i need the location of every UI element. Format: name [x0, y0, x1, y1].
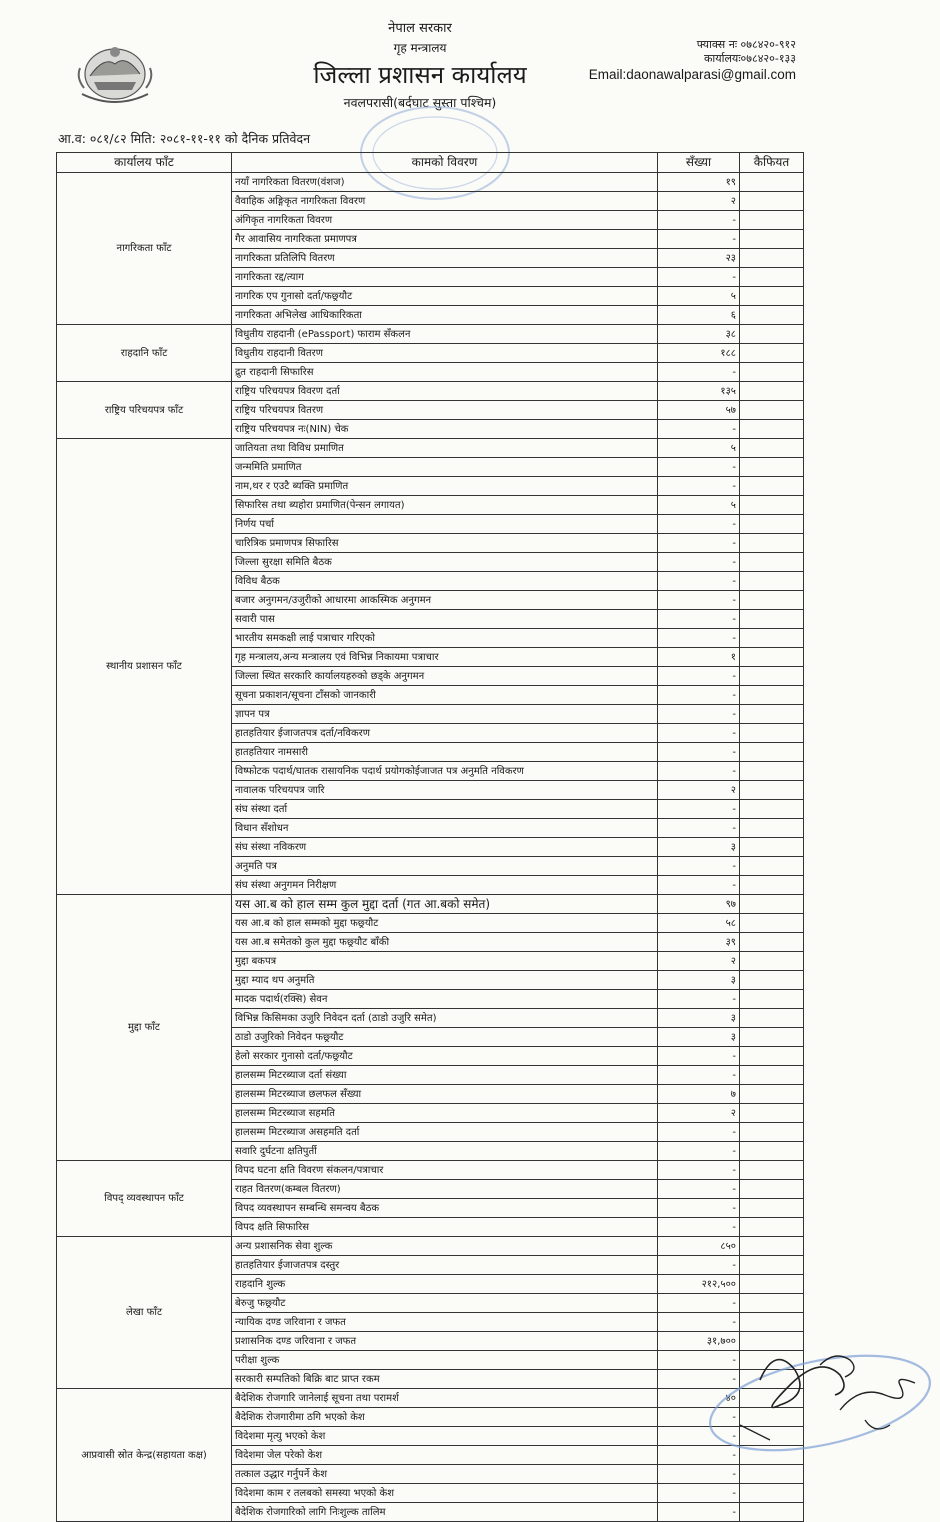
row-remarks	[740, 1218, 804, 1237]
row-description: ज्ञापन पत्र	[232, 705, 658, 724]
row-count: -	[658, 1066, 740, 1085]
section-name: आप्रवासी स्रोत केन्द्र(सहायता कक्ष)	[57, 1389, 232, 1522]
row-count: -	[658, 1313, 740, 1332]
row-remarks	[740, 572, 804, 591]
row-count: ८५०	[658, 1237, 740, 1256]
row-description: हेलो सरकार गुनासो दर्ता/फछ्र्यौट	[232, 1047, 658, 1066]
row-remarks	[740, 439, 804, 458]
row-remarks	[740, 1180, 804, 1199]
row-description: अनुमति पत्र	[232, 857, 658, 876]
row-count: ५	[658, 287, 740, 306]
row-count: -	[658, 515, 740, 534]
row-description: यस आ.ब को हाल सम्म कुल मुद्दा दर्ता (गत आ.बको समेत)	[232, 895, 658, 914]
row-count: -	[658, 230, 740, 249]
row-remarks	[740, 534, 804, 553]
row-remarks	[740, 211, 804, 230]
row-remarks	[740, 363, 804, 382]
row-count: -	[658, 1294, 740, 1313]
row-count: ५	[658, 439, 740, 458]
row-count: -	[658, 876, 740, 895]
row-count: -	[658, 743, 740, 762]
row-description: बैदेशिक रोजगारीमा ठगि भएको केश	[232, 1408, 658, 1427]
row-remarks	[740, 933, 804, 952]
column-header-description: कामको विवरण	[232, 153, 658, 173]
contact-block	[570, 38, 796, 82]
row-count: -	[658, 211, 740, 230]
row-count: -	[658, 629, 740, 648]
row-count: १८८	[658, 344, 740, 363]
row-count: ६	[658, 306, 740, 325]
row-description: निर्णय पर्चा	[232, 515, 658, 534]
report-title: आ.व: ०८१/८२ मिति: २०८१-११-११ को दैनिक प्रतिवेदन	[58, 131, 311, 146]
row-count: -	[658, 553, 740, 572]
row-description: वैवाहिक अङ्गिकृत नागरिकता विवरण	[232, 192, 658, 211]
row-description: नागरिक एप गुनासो दर्ता/फछ्र्यौट	[232, 287, 658, 306]
table-body	[57, 173, 804, 1522]
row-count: ३	[658, 1028, 740, 1047]
row-description: चारित्रिक प्रमाणपत्र सिफारिस	[232, 534, 658, 553]
row-count: -	[658, 1446, 740, 1465]
row-count: -	[658, 1484, 740, 1503]
row-remarks	[740, 553, 804, 572]
row-count: -	[658, 1370, 740, 1389]
row-remarks	[740, 401, 804, 420]
table-row	[57, 1237, 804, 1256]
table-row	[57, 439, 804, 458]
row-remarks	[740, 344, 804, 363]
row-remarks	[740, 591, 804, 610]
row-count: ७	[658, 1085, 740, 1104]
column-header-remarks: कैफियत	[740, 153, 804, 173]
section-name: स्थानीय प्रशासन फाँट	[57, 439, 232, 895]
signature-stamp-icon	[700, 1325, 940, 1465]
row-count: -	[658, 610, 740, 629]
row-remarks	[740, 952, 804, 971]
row-count: ३	[658, 1009, 740, 1028]
row-description: बेरुजु फछ्र्यौट	[232, 1294, 658, 1313]
row-description: विधुतीय राहदानी (ePassport) फाराम सँकलन	[232, 325, 658, 344]
row-remarks	[740, 173, 804, 192]
row-remarks	[740, 1465, 804, 1484]
row-count: १	[658, 648, 740, 667]
row-remarks	[740, 667, 804, 686]
row-count: २	[658, 952, 740, 971]
row-count: -	[658, 1408, 740, 1427]
row-remarks	[740, 1047, 804, 1066]
row-count: ३९	[658, 933, 740, 952]
row-remarks	[740, 515, 804, 534]
row-remarks	[740, 1066, 804, 1085]
row-description: ठाडो उजुरिको निवेदन फछ्र्यौट	[232, 1028, 658, 1047]
row-count: -	[658, 857, 740, 876]
row-description: प्रशासनिक दण्ड जरिवाना र जफत	[232, 1332, 658, 1351]
row-count: -	[658, 1256, 740, 1275]
row-description: सवारी पास	[232, 610, 658, 629]
row-count: -	[658, 572, 740, 591]
row-count: २३	[658, 249, 740, 268]
row-count: -	[658, 534, 740, 553]
row-count: ५७	[658, 401, 740, 420]
row-description: हालसम्म मिटरब्याज सहमति	[232, 1104, 658, 1123]
row-description: अन्य प्रशासनिक सेवा शुल्क	[232, 1237, 658, 1256]
row-count: -	[658, 458, 740, 477]
row-description: विदेशमा मृत्यु भएको केश	[232, 1427, 658, 1446]
row-description: राहदानि शुल्क	[232, 1275, 658, 1294]
row-remarks	[740, 876, 804, 895]
row-count: ३८	[658, 325, 740, 344]
fax-number: फ्याक्स नः ०७८४२०-९१२	[696, 38, 796, 51]
row-count: -	[658, 724, 740, 743]
row-count: ४०	[658, 1389, 740, 1408]
row-count: -	[658, 1218, 740, 1237]
row-count: -	[658, 1142, 740, 1161]
row-remarks	[740, 686, 804, 705]
row-description: राहत वितरण(कम्बल वितरण)	[232, 1180, 658, 1199]
row-description: राष्ट्रिय परिचयपत्र वितरण	[232, 401, 658, 420]
row-description: सवारि दुर्घटना क्षतिपुर्ती	[232, 1142, 658, 1161]
row-description: बजार अनुगमन/उजुरीको आधारमा आकस्मिक अनुगमन	[232, 591, 658, 610]
office-location: नवलपरासी(बर्दघाट सुस्ता पश्चिम)	[343, 95, 497, 110]
row-description: मुद्दा बकपत्र	[232, 952, 658, 971]
row-remarks	[740, 287, 804, 306]
row-remarks	[740, 838, 804, 857]
row-description: संघ संस्था अनुगमन निरीक्षण	[232, 876, 658, 895]
row-description: परीक्षा शुल्क	[232, 1351, 658, 1370]
row-count: १३५	[658, 382, 740, 401]
row-count: २	[658, 1104, 740, 1123]
row-count: -	[658, 1427, 740, 1446]
row-count: -	[658, 591, 740, 610]
table-row	[57, 382, 804, 401]
row-remarks	[740, 705, 804, 724]
row-remarks	[740, 249, 804, 268]
row-description: विभिन्न किसिमका उजुरि निवेदन दर्ता (ठाडो उजुरि समेत)	[232, 1009, 658, 1028]
row-remarks	[740, 1275, 804, 1294]
row-count: ९७	[658, 895, 740, 914]
row-description: यस आ.ब को हाल सम्मको मुद्दा फछ्र्यौट	[232, 914, 658, 933]
row-description: विविध बैठक	[232, 572, 658, 591]
row-remarks	[740, 1161, 804, 1180]
row-count: -	[658, 1503, 740, 1522]
row-count: -	[658, 667, 740, 686]
row-description: बैदेशिक रोजगारि जानेलाई सूचना तथा परामर्श	[232, 1389, 658, 1408]
row-description: द्रुत राहदानी सिफारिस	[232, 363, 658, 382]
row-description: हातहतियार नामसारी	[232, 743, 658, 762]
row-description: विपद व्यवस्थापन सम्बन्धि समन्वय बैठक	[232, 1199, 658, 1218]
row-count: -	[658, 686, 740, 705]
row-description: विष्फोटक पदार्थ/घातक रासायनिक पदार्थ प्रयोगकोईजाजत पत्र अनुमति नविकरण	[232, 762, 658, 781]
row-remarks	[740, 1256, 804, 1275]
row-description: यस आ.ब समेतको कुल मुद्दा फछ्र्यौट बाँकी	[232, 933, 658, 952]
ministry-name: गृह मन्त्रालय	[393, 41, 447, 55]
row-remarks	[740, 990, 804, 1009]
table-row	[57, 325, 804, 344]
row-count: -	[658, 800, 740, 819]
row-remarks	[740, 192, 804, 211]
row-count: १९	[658, 173, 740, 192]
table-row	[57, 1161, 804, 1180]
row-count: -	[658, 1161, 740, 1180]
row-remarks	[740, 914, 804, 933]
row-description: विपद क्षति सिफारिस	[232, 1218, 658, 1237]
row-description: न्यायिक दण्ड जरिवाना र जफत	[232, 1313, 658, 1332]
government-name: नेपाल सरकार	[388, 21, 452, 36]
row-count: -	[658, 819, 740, 838]
row-description: बैदेशिक रोजगारिको लागि निःशुल्क तालिम	[232, 1503, 658, 1522]
row-count: ५	[658, 496, 740, 515]
section-name: नागरिकता फाँट	[57, 173, 232, 325]
row-count: -	[658, 705, 740, 724]
row-count: ३	[658, 838, 740, 857]
row-description: हालसम्म मिटरब्याज असहमति दर्ता	[232, 1123, 658, 1142]
row-description: सूचना प्रकाशन/सूचना टाँसको जानकारी	[232, 686, 658, 705]
row-remarks	[740, 648, 804, 667]
row-remarks	[740, 268, 804, 287]
row-remarks	[740, 895, 804, 914]
row-remarks	[740, 1294, 804, 1313]
row-remarks	[740, 610, 804, 629]
row-description: जिल्ला सुरक्षा समिति बैठक	[232, 553, 658, 572]
row-description: राष्ट्रिय परिचयपत्र विवरण दर्ता	[232, 382, 658, 401]
row-count: -	[658, 1465, 740, 1484]
row-description: नागरिकता अभिलेख आधिकारिकता	[232, 306, 658, 325]
section-name: लेखा फाँट	[57, 1237, 232, 1389]
section-name: विपद् व्यवस्थापन फाँट	[57, 1161, 232, 1237]
row-remarks	[740, 458, 804, 477]
row-description: सिफारिस तथा ब्यहोरा प्रमाणित(पेन्सन लगायत)	[232, 496, 658, 515]
row-count: -	[658, 990, 740, 1009]
section-name: मुद्दा फाँट	[57, 895, 232, 1161]
office-name: जिल्ला प्रशासन कार्यालय	[313, 61, 527, 89]
row-description: विपद घटना क्षति विवरण संकलन/पत्राचार	[232, 1161, 658, 1180]
row-count: -	[658, 1351, 740, 1370]
row-description: हालसम्म मिटरब्याज छलफल सँख्या	[232, 1085, 658, 1104]
row-description: नाम,थर र एउटै ब्यक्ति प्रमाणित	[232, 477, 658, 496]
table-header-row	[57, 153, 804, 173]
section-name: राष्ट्रिय परिचयपत्र फाँट	[57, 382, 232, 439]
row-count: २	[658, 192, 740, 211]
row-remarks	[740, 1237, 804, 1256]
row-description: संघ संस्था नविकरण	[232, 838, 658, 857]
row-remarks	[740, 1104, 804, 1123]
row-remarks	[740, 800, 804, 819]
row-remarks	[740, 496, 804, 515]
row-remarks	[740, 230, 804, 249]
row-count: -	[658, 1199, 740, 1218]
row-description: जन्ममिति प्रमाणित	[232, 458, 658, 477]
row-count: २	[658, 781, 740, 800]
row-remarks	[740, 1503, 804, 1522]
row-description: मादक पदार्थ(रक्सि) सेवन	[232, 990, 658, 1009]
daily-report-table	[56, 152, 804, 1522]
row-remarks	[740, 629, 804, 648]
row-count: ५८	[658, 914, 740, 933]
row-description: नागरिकता प्रतिलिपि वितरण	[232, 249, 658, 268]
row-description: हालसम्म मिटरब्याज दर्ता संख्या	[232, 1066, 658, 1085]
table-row	[57, 173, 804, 192]
table-row	[57, 1389, 804, 1408]
row-description: हातहतियार ईजाजतपत्र दस्तुर	[232, 1256, 658, 1275]
row-remarks	[740, 1009, 804, 1028]
row-count: ३	[658, 971, 740, 990]
row-count: -	[658, 268, 740, 287]
row-description: विदेशमा काम र तलबको समस्या भएको केश	[232, 1484, 658, 1503]
row-count: -	[658, 363, 740, 382]
row-description: विदेशमा जेल परेको केश	[232, 1446, 658, 1465]
row-remarks	[740, 420, 804, 439]
row-remarks	[740, 325, 804, 344]
row-description: संघ संस्था दर्ता	[232, 800, 658, 819]
row-remarks	[740, 477, 804, 496]
row-count: -	[658, 477, 740, 496]
row-count: -	[658, 1180, 740, 1199]
row-remarks	[740, 762, 804, 781]
section-name: राहदानि फाँट	[57, 325, 232, 382]
row-description: राष्ट्रिय परिचयपत्र नः(NIN) चेक	[232, 420, 658, 439]
row-remarks	[740, 1085, 804, 1104]
row-remarks	[740, 971, 804, 990]
row-remarks	[740, 819, 804, 838]
row-count: -	[658, 1047, 740, 1066]
row-description: गैर आवासिय नागरिकता प्रमाणपत्र	[232, 230, 658, 249]
row-remarks	[740, 382, 804, 401]
row-count: -	[658, 420, 740, 439]
row-remarks	[740, 1028, 804, 1047]
office-phone: कार्यालयः०७८४२०-१३३	[703, 52, 796, 65]
table-row	[57, 895, 804, 914]
row-description: गृह मन्त्रालय,अन्य मन्त्रालय एवं विभिन्न निकायमा पत्राचार	[232, 648, 658, 667]
row-description: नावालक परिचयपत्र जारि	[232, 781, 658, 800]
row-description: जातियता तथा विविध प्रमाणित	[232, 439, 658, 458]
row-remarks	[740, 1484, 804, 1503]
row-count: २१२,५००	[658, 1275, 740, 1294]
column-header-count: सँख्या	[658, 153, 740, 173]
row-remarks	[740, 857, 804, 876]
row-description: जिल्ला स्थित सरकारि कार्यालयहरुको छड्के अनुगमन	[232, 667, 658, 686]
row-remarks	[740, 1142, 804, 1161]
row-remarks	[740, 1199, 804, 1218]
row-remarks	[740, 306, 804, 325]
row-remarks	[740, 1123, 804, 1142]
row-count: -	[658, 1123, 740, 1142]
nepal-emblem-icon	[74, 38, 156, 108]
row-description: हातहतियार ईजाजतपत्र दर्ता/नविकरण	[232, 724, 658, 743]
row-description: सरकारी सम्पतिको बिक्रि बाट प्राप्त रकम	[232, 1370, 658, 1389]
email-address: Email:daonawalparasi@gmail.com	[588, 67, 796, 82]
row-description: भारतीय समकक्षी लाई पत्राचार गरिएको	[232, 629, 658, 648]
row-description: तत्काल उद्धार गर्नुपर्ने केश	[232, 1465, 658, 1484]
row-description: विधान सँशोधन	[232, 819, 658, 838]
row-remarks	[740, 781, 804, 800]
row-description: मुद्दा म्याद थप अनुमति	[232, 971, 658, 990]
row-description: अंगिकृत नागरिकता विवरण	[232, 211, 658, 230]
row-description: नयाँ नागरिकता वितरण(वंशज)	[232, 173, 658, 192]
column-header-section: कार्यालय फाँट	[57, 153, 232, 173]
row-count: ३१,७००	[658, 1332, 740, 1351]
row-remarks	[740, 724, 804, 743]
row-remarks	[740, 743, 804, 762]
row-description: विधुतीय राहदानी वितरण	[232, 344, 658, 363]
row-description: नागरिकता रद्द/त्याग	[232, 268, 658, 287]
row-count: -	[658, 762, 740, 781]
